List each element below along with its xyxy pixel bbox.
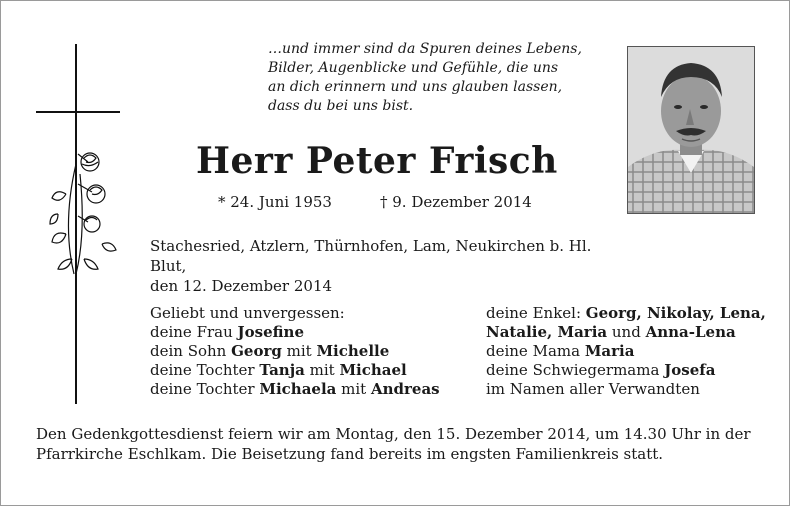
date-line: den 12. Dezember 2014	[150, 277, 333, 295]
mourner-line: Geliebt und unvergessen:	[150, 304, 345, 322]
mourner-line: deine Schwiegermama Josefa	[486, 361, 716, 379]
service-announcement: Den Gedenkgottesdienst feiern wir am Montag, den 15. Dezember 2014, um 14.30 Uhr in der Pfarrkirche Eschlkam. Die Beisetzung fand bereits im engsten Familienkreis statt.	[36, 425, 751, 463]
mourner-line: deine Tochter Michaela mit Andreas	[150, 380, 440, 398]
birth-date: * 24. Juni 1953	[218, 193, 332, 211]
mourner-line: deine Enkel: Georg, Nikolay, Lena,	[486, 304, 766, 322]
mourner-line: deine Mama Maria	[486, 342, 635, 360]
poem-line: Bilder, Augenblicke und Gefühle, die uns	[268, 60, 559, 76]
mourners-right-column	[486, 304, 766, 399]
poem-line: …und immer sind da Spuren deines Lebens,	[268, 41, 582, 57]
cross-with-roses-icon	[36, 44, 120, 404]
poem-line: an dich erinnern und uns glauben lassen,	[268, 79, 563, 95]
portrait-photo	[627, 46, 755, 214]
mourner-line: deine Frau Josefine	[150, 323, 304, 341]
mourner-line: im Namen aller Verwandten	[486, 380, 700, 398]
places-line: Stachesried, Atzlern, Thürnhofen, Lam, Neukirchen b. Hl. Blut,	[150, 237, 592, 275]
deceased-name: Herr Peter Frisch	[196, 140, 558, 182]
poem-line: dass du bei uns bist.	[268, 98, 414, 114]
mourner-line: dein Sohn Georg mit Michelle	[150, 342, 390, 360]
mourner-line: Natalie, Maria und Anna-Lena	[486, 323, 736, 341]
mourners-left-column	[150, 304, 440, 399]
death-date: † 9. Dezember 2014	[380, 193, 532, 211]
memorial-poem	[268, 40, 608, 116]
mourner-line: deine Tochter Tanja mit Michael	[150, 361, 407, 379]
places-and-date	[150, 236, 620, 296]
